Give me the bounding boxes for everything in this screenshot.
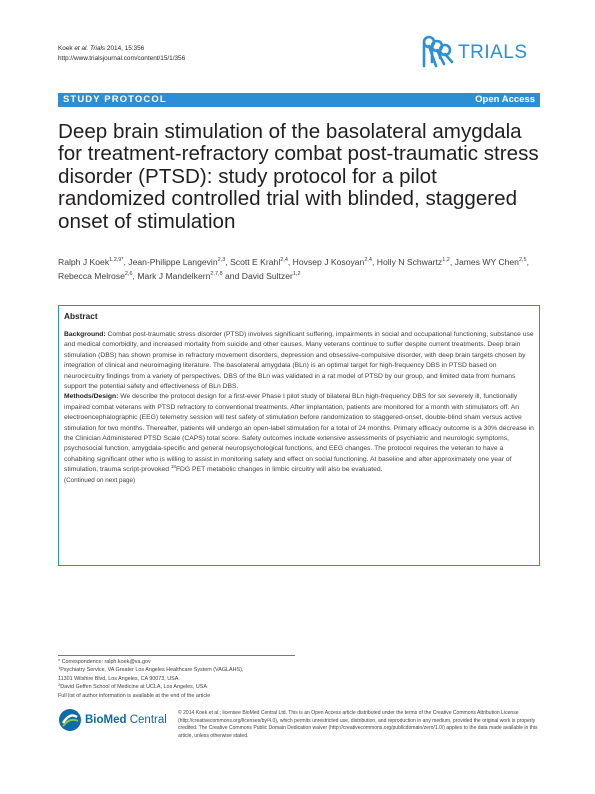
abstract-background: Background: Combat post-traumatic stress disorder (PTSD) involves significant suffering, impairments in social and occupational functioning, substance use and medical comorbidity, and increased mortality from suicide and other causes. Many veterans continue to suffer despite current treatments. Deep brain stimulation (DBS) has shown promise in refractory movement disorders, depression and obsessive-compulsive disorder, with deep brain targets chosen by integration of clinical and neuroimaging literature. The basolateral amygdala (BLn) is an optimal target for high-frequency DBS in PTSD based on neurocircuitry findings from a variety of perspectives. DBS of the BLn was validated in a rat model of PTSD by our group, and limited data from humans support the potential safety and effectiveness of BLn DBS.	[64, 331, 534, 391]
author	[293, 257, 372, 267]
biomed-central-logo	[58, 708, 173, 733]
author	[455, 257, 527, 267]
author	[137, 271, 222, 281]
author-affiliation: 2,6	[124, 271, 133, 277]
author-affiliation: 1,2	[292, 271, 301, 277]
affiliation-1: $^1$Psychiatry Service, VA Greater Los Angeles Healthcare System (VAGLAHS),	[58, 665, 244, 674]
author	[58, 257, 124, 267]
affiliation-2: $^2$David Geffen School of Medicine at UCLA, Los Angeles, USA	[58, 682, 207, 691]
author	[230, 257, 288, 267]
article-type: STUDY PROTOCOL	[63, 94, 167, 105]
author	[242, 271, 301, 281]
author	[128, 257, 225, 267]
author-affiliation: 2,4	[364, 257, 372, 263]
trials-logo-icon	[418, 32, 458, 72]
author-name: Scott E Krahl	[230, 257, 281, 267]
abstract-methods: Methods/Design: We describe the protocol design for a first-ever Phase I pilot study of bilateral BLn high-frequency DBS for six severely ill, functionally impaired combat veterans with PTSD refractory to conventional treatments. After implantation, patients are monitored for a month with stimulators off. An electroencephalographic (EEG) telemetry session will test safety of stimulation before randomization to staggered-onset, double-blind sham versus active stimulation for two months. Thereafter, patients will undergo an open-label stimulation for a total of 24 months. Primary efficacy outcome is a 30% decrease in the Clinician Administered PTSD Scale (CAPS) total score. Safety outcomes include extensive assessments of psychiatric and neurologic symptoms, psychosocial function, amygdala-specific and general neuropsychological functions, and EEG changes. The protocol requires the veteran to have a cohabiting significant other who is willing to assist in monitoring safety and effect on social functioning. At baseline and after approximately one year of stimulation, trauma script-provoked $^{18}$FDG PET metabolic changes in limbic circuitry will also be evaluated.	[64, 393, 534, 474]
author-name: Ralph J Koek	[58, 257, 110, 267]
abstract-heading: Abstract	[64, 311, 98, 321]
article-url[interactable]: http://www.trialsjournal.com/content/15/1/356	[58, 54, 186, 62]
footnotes	[58, 658, 298, 700]
author-name: James WY Chen	[454, 257, 519, 267]
license-text: © 2014 Koek et al.; licensee BioMed Central Ltd. This is an Open Access article distributed under the terms of the Creative Commons Attribution License (http://creativecommons.org/licenses/by/4.0), which permits unrestricted use, distribution, and reproduction in any medium, provided the original work is properly credited. The Creative Commons Public Domain Dedication waiver (http://creativecommons.org/publicdomain/zero/1.0/) applies to the data made available in this article, unless otherwise stated.	[178, 710, 538, 739]
author	[58, 271, 133, 281]
article-title: Deep brain stimulation of the basolateral amygdala for treatment-refractory combat post-traumatic stress disorder (PTSD): study protocol for a pilot randomized controlled trial with blinded, staggered onset of stimulation	[58, 120, 539, 233]
open-access-label: Open Access	[475, 94, 535, 105]
author	[377, 257, 450, 267]
author-affiliation: 2,4	[280, 257, 288, 263]
author-name: Rebecca Melrose	[58, 271, 125, 281]
continued-note: (Continued on next page)	[64, 476, 136, 484]
author-name: David Sultzer	[241, 271, 293, 281]
author-name: Mark J Mandelkern	[137, 271, 211, 281]
citation-header	[58, 44, 185, 63]
author-affiliation: 1,2	[442, 257, 450, 263]
bmc-logo-icon	[58, 708, 82, 732]
affiliation-1-address: 11301 Wilshire Blvd, Los Angeles, CA 90073, USA	[58, 675, 179, 682]
article-type-banner	[58, 93, 540, 107]
author-affiliation: 1,2,9*	[109, 257, 124, 263]
abstract-box	[58, 305, 540, 566]
footnote-divider	[58, 655, 295, 656]
citation-line: Koek et al. Trials 2014, 15:356	[58, 45, 145, 52]
author-name: Jean-Philippe Langevin	[128, 257, 218, 267]
author-affiliation: 2,7,8	[210, 271, 223, 277]
author-affiliation: 2,3	[217, 257, 226, 263]
publisher-name: BioMed Central	[85, 714, 167, 726]
journal-name: TRIALS	[458, 42, 528, 63]
author-list: Ralph J Koek$^{1,2,9*}$, Jean-Philippe Langevin$^{2,3}$, Scott E Krahl$^{2,4}$, Hovsep J Kosoyan$^{2,4}$, Holly N Schwartz$^{1,2}$, James WY Chen$^{2,5}$, Rebecca Melrose$^{2,6}$, Mark J Mandelkern$^{2,7,8}$ and David Sultzer$^{1,2}$	[58, 257, 530, 281]
journal-logo	[418, 32, 543, 72]
author-info-note: Full list of author information is available at the end of the article	[58, 692, 211, 699]
author-name: Holly N Schwartz	[376, 257, 443, 267]
author-affiliation: 2,5	[518, 257, 527, 263]
correspondence: * Correspondence: ralph.koek@va.gov	[58, 659, 151, 665]
author-name: Hovsep J Kosoyan	[292, 257, 365, 267]
abstract-body	[64, 330, 534, 486]
